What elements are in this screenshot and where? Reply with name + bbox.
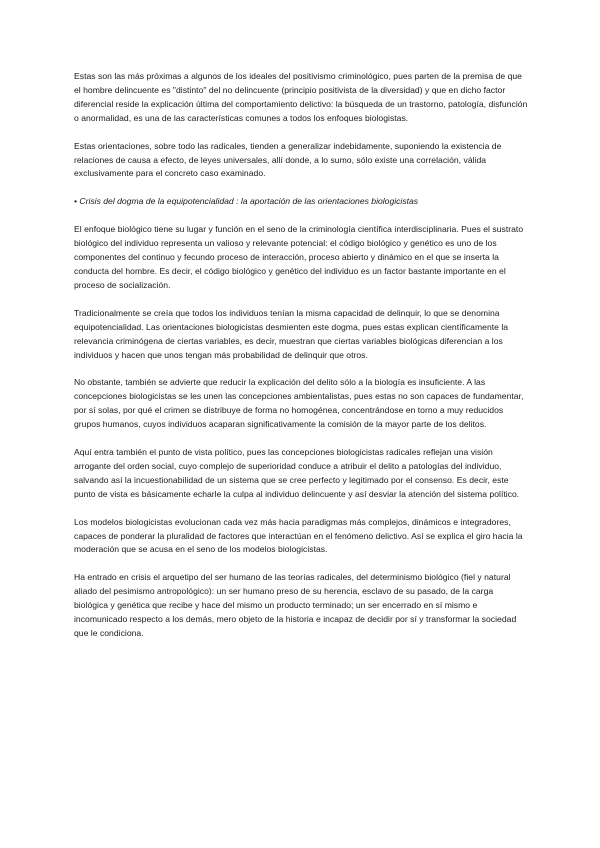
section-heading: • Crisis del dogma de la equipotencialidad : la aportación de las orientaciones biologicistas — [74, 196, 419, 207]
document-body — [74, 70, 529, 655]
paragraph: No obstante, también se advierte que reducir la explicación del delito sólo a la biología es insuficiente. A las concepciones biologicistas se les unen las concepciones ambientalistas, pues estas no son capaces de fundamentar, por sí solas, por qué el crimen se distribuye de forma no homogénea, concentrándose en torno a muy reducidos grupos humanos, cuyos individuos acaparan significativamente la comisión de la mayor parte de los delitos. — [74, 377, 524, 430]
paragraph: Los modelos biologicistas evolucionan cada vez más hacia paradigmas más complejos, dinámicos e integradores, capaces de ponderar la pluralidad de factores que interactúan en el fenómeno delictivo. Así se explica el giro hacia la moderación que se acusa en el seno de los modelos biologicistas. — [74, 516, 523, 555]
paragraph: El enfoque biológico tiene su lugar y función en el seno de la criminología científica interdisciplinaria. Pues el sustrato biológico del individuo representa un valioso y relevante potencial: el código biológico y genético es uno de los componentes del continuo y fecundo proceso de interacción, proceso abierto y dinámico en el que se inserta la conducta del hombre. Es decir, el código biológico y genético del individuo es un factor bastante importante en el proceso de socialización. — [74, 224, 524, 290]
paragraph: Ha entrado en crisis el arquetipo del ser humano de las teorías radicales, del determinismo biológico (fiel y natural aliado del pesimismo antropológico): un ser humano preso de su herencia, esclavo de su pasado, de la carga biológica y genética que recibe y hace del mismo un producto terminado; un ser encerrado en sí mismo e incomunicado respecto a los demás, mero objeto de la historia e incapaz de decidir por sí y transformar la sociedad que le condiciona. — [74, 572, 517, 638]
paragraph: Estas son las más próximas a algunos de los ideales del positivismo criminológico, pues parten de la premisa de que el hombre delincuente es "distinto" del no delincuente (principio positivista de la diversidad) y que en dicho factor diferencial reside la explicación última del comportamiento delictivo: la búsqueda de un trastorno, patología, disfunción o anormalidad, es una de las características comunes a todos los enfoques biologistas. — [74, 71, 528, 123]
paragraph: Aquí entra también el punto de vista político, pues las concepciones biologicistas radicales reflejan una visión arrogante del orden social, cuyo complejo de superioridad conduce a atribuir el delito a patologías del individuo, salvando así la incuestionabilidad de un sistema que se cree perfecto y legitimado por el consenso. Es decir, este punto de vista es básicamente echarle la culpa al individuo delincuente y así desviar la atención del sistema político. — [74, 447, 520, 499]
paragraph: Estas orientaciones, sobre todo las radicales, tienden a generalizar indebidamente, suponiendo la existencia de relaciones de causa a efecto, de leyes universales, allí donde, a lo sumo, sólo existe una correlación, válida exclusivamente para el concreto caso examinado. — [74, 140, 502, 179]
paragraph: Tradicionalmente se creía que todos los individuos tenían la misma capacidad de delinquir, lo que se denomina equipotencialidad. Las orientaciones biologicistas desmienten este dogma, pues estas explican científicamente la relevancia criminógena de ciertas variables, es decir, muestran que ciertas variables biológicas diferencian a los individuos y hacen que unos tengan más probabilidad de delinquir que otros. — [74, 307, 509, 360]
